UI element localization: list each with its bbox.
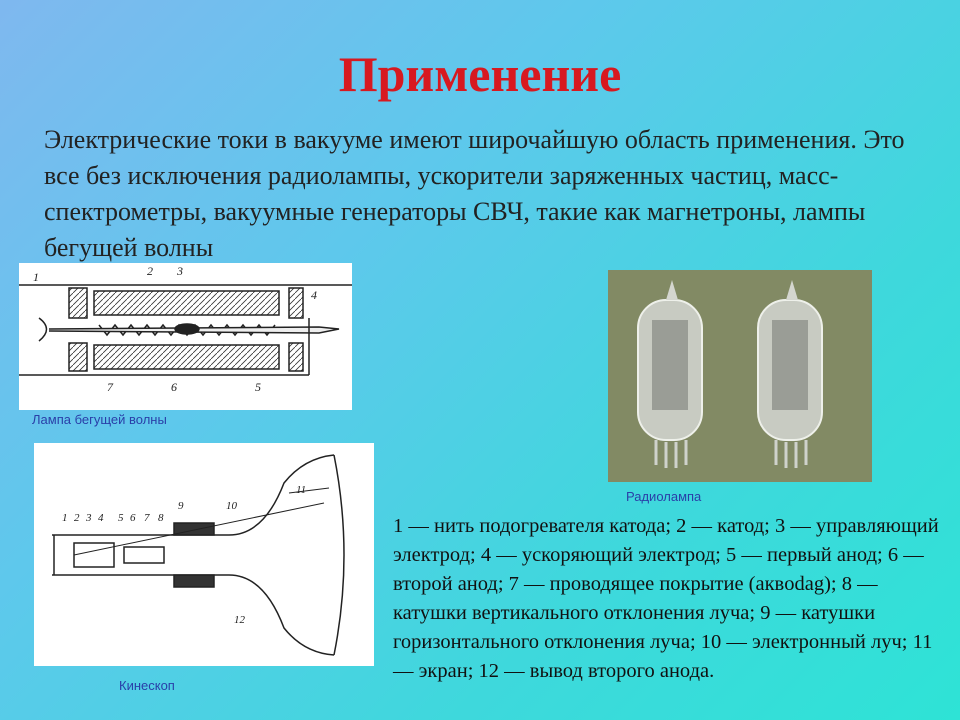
crt-label-2: 2 xyxy=(74,512,80,524)
crt-label-3: 3 xyxy=(86,512,92,524)
radio-tube-caption: Радиолампа xyxy=(626,489,702,504)
radio-tube-photo xyxy=(608,270,872,482)
crt-label-8: 8 xyxy=(158,512,164,524)
crt-label-11: 11 xyxy=(296,484,307,496)
twt-label-2: 2 xyxy=(147,264,153,278)
intro-paragraph: Электрические токи в вакууме имеют широчайшую область применения. Это все без исключения радиолампы, ускорители заряженных частиц, масс-спектрометры, вакуумные генераторы СВЧ, такие как магнетроны, лампы бегущей волны xyxy=(44,125,905,262)
twt-label-1: 1 xyxy=(33,270,39,284)
twt-label-4: 4 xyxy=(311,288,317,302)
slide-title: Применение xyxy=(338,46,622,102)
crt-label-12: 12 xyxy=(234,614,245,626)
crt-label-10: 10 xyxy=(226,500,237,512)
crt-label-4: 4 xyxy=(98,512,104,524)
crt-label-7: 7 xyxy=(144,512,150,524)
legend-text: 1 — нить подогревателя катода; 2 — катод; 3 — управляющий электрод; 4 — ускоряющий электрод; 5 — первый анод; 6 — второй анод; 7 — проводящее покрытие (аквodag); 8 — катушки вертикального отклонения луча; 9 — катушки горизонтального отклонения луча; 10 — электронный луч; 11 — экран; 12 — вывод второго анода. xyxy=(393,515,939,682)
twt-label-5: 5 xyxy=(255,380,261,394)
crt-label-9: 9 xyxy=(178,500,184,512)
twt-diagram xyxy=(19,263,352,410)
crt-label-5: 5 xyxy=(118,512,124,524)
crt-caption: Кинескоп xyxy=(119,678,175,693)
crt-label-1: 1 xyxy=(62,512,68,524)
twt-label-7: 7 xyxy=(107,380,113,394)
twt-label-3: 3 xyxy=(177,264,183,278)
twt-label-6: 6 xyxy=(171,380,177,394)
crt-label-6: 6 xyxy=(130,512,136,524)
crt-diagram xyxy=(34,443,374,666)
twt-caption: Лампа бегущей волны xyxy=(32,412,167,427)
